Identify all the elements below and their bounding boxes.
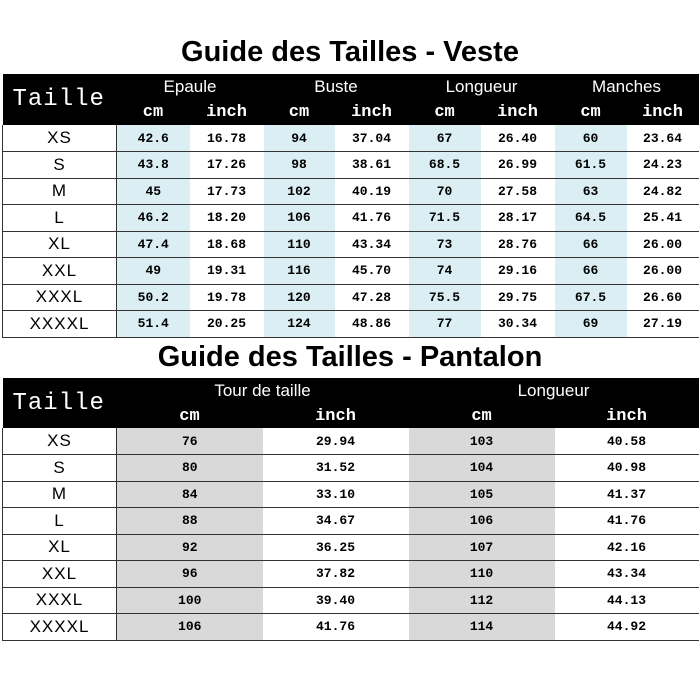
pantalon-table-body bbox=[3, 428, 699, 640]
table-row bbox=[3, 205, 699, 232]
measurement-cell: 98 bbox=[264, 152, 335, 179]
size-label: XXL bbox=[3, 258, 117, 285]
size-label: XL bbox=[3, 534, 117, 561]
size-label: S bbox=[3, 152, 117, 179]
table-row bbox=[3, 614, 699, 641]
size-label: S bbox=[3, 455, 117, 482]
table-row bbox=[3, 258, 699, 285]
measurement-cell: 47.28 bbox=[335, 284, 409, 311]
measurement-cell: 50.2 bbox=[117, 284, 190, 311]
veste-unit-cm: cm bbox=[555, 99, 627, 125]
measurement-cell: 18.68 bbox=[190, 231, 264, 258]
measurement-cell: 96 bbox=[117, 561, 263, 588]
measurement-cell: 41.37 bbox=[555, 481, 699, 508]
table-row bbox=[3, 125, 699, 152]
size-label: XXXL bbox=[3, 284, 117, 311]
measurement-cell: 104 bbox=[409, 455, 555, 482]
measurement-cell: 39.40 bbox=[263, 587, 409, 614]
veste-unit-cm: cm bbox=[117, 99, 190, 125]
measurement-cell: 116 bbox=[264, 258, 335, 285]
measurement-cell: 48.86 bbox=[335, 311, 409, 338]
table-row bbox=[3, 231, 699, 258]
veste-unit-cm: cm bbox=[409, 99, 481, 125]
measurement-cell: 67 bbox=[409, 125, 481, 152]
measurement-cell: 106 bbox=[409, 508, 555, 535]
measurement-cell: 16.78 bbox=[190, 125, 264, 152]
table-row bbox=[3, 587, 699, 614]
size-label: L bbox=[3, 508, 117, 535]
measurement-cell: 29.75 bbox=[481, 284, 555, 311]
size-label: XS bbox=[3, 428, 117, 455]
size-label: XXL bbox=[3, 561, 117, 588]
measurement-cell: 84 bbox=[117, 481, 263, 508]
measurement-cell: 31.52 bbox=[263, 455, 409, 482]
measurement-cell: 80 bbox=[117, 455, 263, 482]
measurement-cell: 20.25 bbox=[190, 311, 264, 338]
pantalon-group-tour-de-taille: Tour de taille bbox=[117, 378, 409, 404]
pantalon-group-longueur: Longueur bbox=[409, 378, 699, 404]
measurement-cell: 40.98 bbox=[555, 455, 699, 482]
veste-unit-cm: cm bbox=[264, 99, 335, 125]
veste-table-body bbox=[3, 125, 699, 337]
measurement-cell: 76 bbox=[117, 428, 263, 455]
measurement-cell: 41.76 bbox=[263, 614, 409, 641]
measurement-cell: 38.61 bbox=[335, 152, 409, 179]
pantalon-size-header: Taille bbox=[3, 378, 117, 428]
measurement-cell: 37.04 bbox=[335, 125, 409, 152]
measurement-cell: 28.76 bbox=[481, 231, 555, 258]
measurement-cell: 73 bbox=[409, 231, 481, 258]
veste-unit-inch: inch bbox=[335, 99, 409, 125]
measurement-cell: 102 bbox=[264, 178, 335, 205]
table-row bbox=[3, 561, 699, 588]
pantalon-unit-inch: inch bbox=[263, 404, 409, 428]
measurement-cell: 45 bbox=[117, 178, 190, 205]
measurement-cell: 69 bbox=[555, 311, 627, 338]
pantalon-unit-inch: inch bbox=[555, 404, 699, 428]
pantalon-unit-cm: cm bbox=[409, 404, 555, 428]
measurement-cell: 66 bbox=[555, 258, 627, 285]
measurement-cell: 103 bbox=[409, 428, 555, 455]
measurement-cell: 26.00 bbox=[627, 231, 699, 258]
measurement-cell: 40.58 bbox=[555, 428, 699, 455]
measurement-cell: 107 bbox=[409, 534, 555, 561]
measurement-cell: 92 bbox=[117, 534, 263, 561]
pantalon-title: Guide des Tailles - Pantalon bbox=[157, 341, 543, 373]
measurement-cell: 61.5 bbox=[555, 152, 627, 179]
table-row bbox=[3, 152, 699, 179]
table-row bbox=[3, 455, 699, 482]
size-label: M bbox=[3, 481, 117, 508]
measurement-cell: 30.34 bbox=[481, 311, 555, 338]
veste-size-header: Taille bbox=[3, 74, 117, 125]
measurement-cell: 71.5 bbox=[409, 205, 481, 232]
measurement-cell: 106 bbox=[117, 614, 263, 641]
measurement-cell: 45.70 bbox=[335, 258, 409, 285]
measurement-cell: 29.94 bbox=[263, 428, 409, 455]
measurement-cell: 110 bbox=[264, 231, 335, 258]
veste-group-buste: Buste bbox=[264, 74, 409, 99]
size-label: XXXXL bbox=[3, 614, 117, 641]
veste-group-manches: Manches bbox=[555, 74, 699, 99]
table-row bbox=[3, 311, 699, 338]
measurement-cell: 64.5 bbox=[555, 205, 627, 232]
measurement-cell: 63 bbox=[555, 178, 627, 205]
measurement-cell: 44.92 bbox=[555, 614, 699, 641]
measurement-cell: 37.82 bbox=[263, 561, 409, 588]
measurement-cell: 24.82 bbox=[627, 178, 699, 205]
measurement-cell: 70 bbox=[409, 178, 481, 205]
size-label: XS bbox=[3, 125, 117, 152]
table-row bbox=[3, 284, 699, 311]
measurement-cell: 36.25 bbox=[263, 534, 409, 561]
veste-unit-inch: inch bbox=[481, 99, 555, 125]
pantalon-size-table bbox=[2, 378, 699, 641]
measurement-cell: 23.64 bbox=[627, 125, 699, 152]
measurement-cell: 66 bbox=[555, 231, 627, 258]
measurement-cell: 27.19 bbox=[627, 311, 699, 338]
measurement-cell: 51.4 bbox=[117, 311, 190, 338]
measurement-cell: 100 bbox=[117, 587, 263, 614]
measurement-cell: 26.99 bbox=[481, 152, 555, 179]
measurement-cell: 114 bbox=[409, 614, 555, 641]
table-row bbox=[3, 508, 699, 535]
measurement-cell: 41.76 bbox=[335, 205, 409, 232]
measurement-cell: 120 bbox=[264, 284, 335, 311]
measurement-cell: 46.2 bbox=[117, 205, 190, 232]
measurement-cell: 112 bbox=[409, 587, 555, 614]
size-label: XXXL bbox=[3, 587, 117, 614]
measurement-cell: 60 bbox=[555, 125, 627, 152]
measurement-cell: 34.67 bbox=[263, 508, 409, 535]
measurement-cell: 18.20 bbox=[190, 205, 264, 232]
size-label: M bbox=[3, 178, 117, 205]
table-row bbox=[3, 178, 699, 205]
table-row bbox=[3, 428, 699, 455]
size-label: XXXXL bbox=[3, 311, 117, 338]
measurement-cell: 33.10 bbox=[263, 481, 409, 508]
measurement-cell: 43.34 bbox=[555, 561, 699, 588]
veste-group-longueur: Longueur bbox=[409, 74, 555, 99]
measurement-cell: 74 bbox=[409, 258, 481, 285]
measurement-cell: 26.40 bbox=[481, 125, 555, 152]
measurement-cell: 42.6 bbox=[117, 125, 190, 152]
table-row bbox=[3, 534, 699, 561]
measurement-cell: 67.5 bbox=[555, 284, 627, 311]
measurement-cell: 105 bbox=[409, 481, 555, 508]
veste-group-epaule: Epaule bbox=[117, 74, 264, 99]
measurement-cell: 124 bbox=[264, 311, 335, 338]
veste-title: Guide des Tailles - Veste bbox=[181, 36, 519, 68]
measurement-cell: 77 bbox=[409, 311, 481, 338]
measurement-cell: 17.26 bbox=[190, 152, 264, 179]
table-row bbox=[3, 481, 699, 508]
measurement-cell: 25.41 bbox=[627, 205, 699, 232]
measurement-cell: 43.34 bbox=[335, 231, 409, 258]
veste-size-table bbox=[2, 74, 699, 338]
pantalon-unit-cm: cm bbox=[117, 404, 263, 428]
measurement-cell: 19.78 bbox=[190, 284, 264, 311]
measurement-cell: 26.00 bbox=[627, 258, 699, 285]
measurement-cell: 43.8 bbox=[117, 152, 190, 179]
veste-unit-inch: inch bbox=[627, 99, 699, 125]
measurement-cell: 47.4 bbox=[117, 231, 190, 258]
measurement-cell: 24.23 bbox=[627, 152, 699, 179]
measurement-cell: 49 bbox=[117, 258, 190, 285]
measurement-cell: 41.76 bbox=[555, 508, 699, 535]
measurement-cell: 75.5 bbox=[409, 284, 481, 311]
size-label: L bbox=[3, 205, 117, 232]
measurement-cell: 68.5 bbox=[409, 152, 481, 179]
measurement-cell: 42.16 bbox=[555, 534, 699, 561]
measurement-cell: 40.19 bbox=[335, 178, 409, 205]
measurement-cell: 44.13 bbox=[555, 587, 699, 614]
measurement-cell: 110 bbox=[409, 561, 555, 588]
measurement-cell: 26.60 bbox=[627, 284, 699, 311]
measurement-cell: 19.31 bbox=[190, 258, 264, 285]
measurement-cell: 29.16 bbox=[481, 258, 555, 285]
measurement-cell: 27.58 bbox=[481, 178, 555, 205]
measurement-cell: 28.17 bbox=[481, 205, 555, 232]
size-label: XL bbox=[3, 231, 117, 258]
measurement-cell: 88 bbox=[117, 508, 263, 535]
measurement-cell: 94 bbox=[264, 125, 335, 152]
measurement-cell: 17.73 bbox=[190, 178, 264, 205]
measurement-cell: 106 bbox=[264, 205, 335, 232]
veste-unit-inch: inch bbox=[190, 99, 264, 125]
